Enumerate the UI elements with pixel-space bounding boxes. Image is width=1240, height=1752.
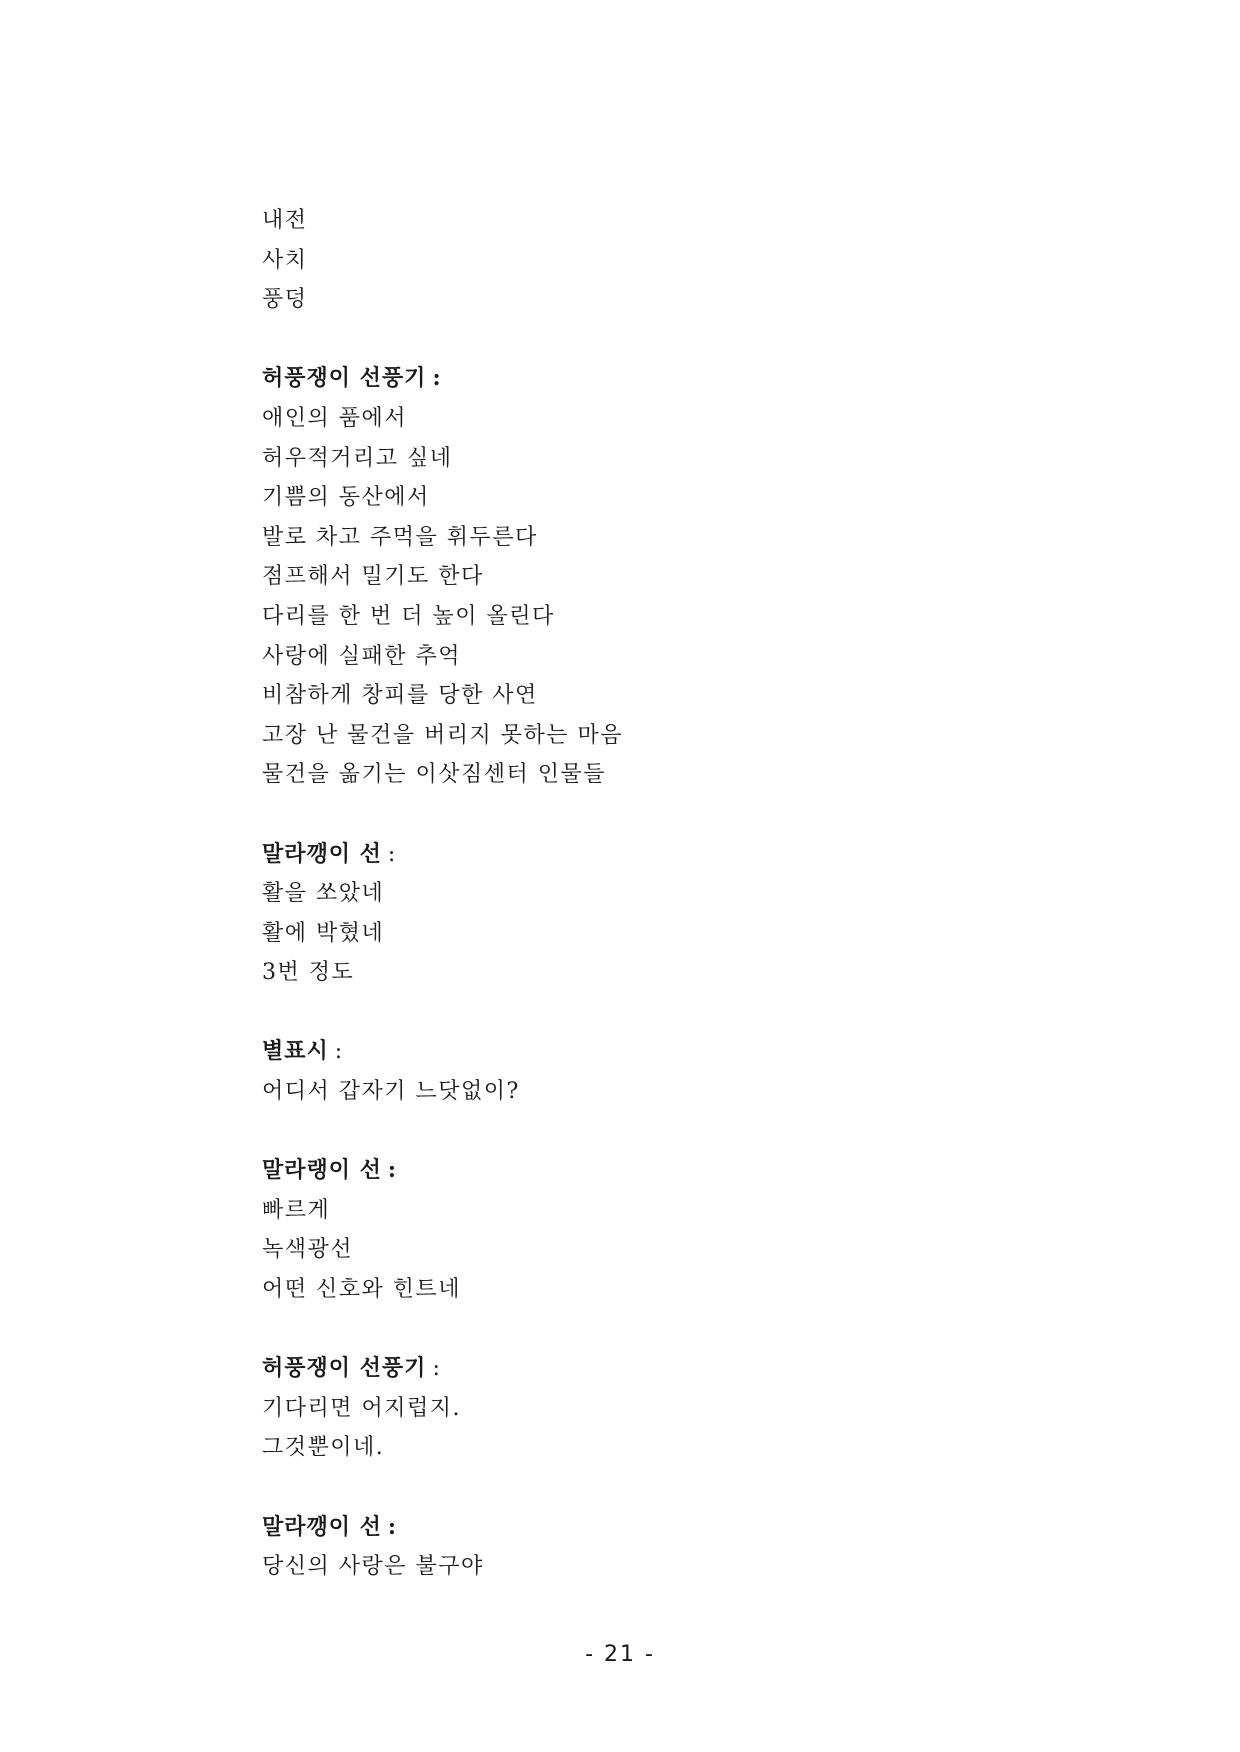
poem-line: 물건을 옮기는 이삿짐센터 인물들 xyxy=(262,762,607,788)
speaker-name: 말라랭이 선 xyxy=(262,1158,382,1184)
poem-line: 기쁨의 동산에서 xyxy=(262,485,430,511)
poem-line: 풍덩 xyxy=(262,287,308,313)
speaker-heading xyxy=(262,835,1062,875)
speaker-heading xyxy=(262,359,1062,399)
speaker-heading xyxy=(262,1032,1062,1072)
poem-line: 고장 난 물건을 버리지 못하는 마음 xyxy=(262,722,623,748)
speaker-colon: : xyxy=(387,1513,398,1540)
poem-line: 녹색광선 xyxy=(262,1237,354,1263)
poem-line: 사치 xyxy=(262,247,308,273)
speaker-colon: : xyxy=(432,365,443,392)
poem-line: 점프해서 밀기도 한다 xyxy=(262,564,484,590)
speaker-name: 허풍쟁이 선풍기 xyxy=(262,1356,427,1382)
stanza-gap xyxy=(262,1310,1062,1350)
poem-line: 비참하게 창피를 당한 사연 xyxy=(262,683,538,709)
poem-line: 활에 박혔네 xyxy=(262,920,385,946)
poem-line: 어디서 갑자기 느닷없이? xyxy=(262,1079,520,1105)
speaker-colon: : xyxy=(432,1356,442,1382)
poem-line: 기다리면 어지럽지. xyxy=(262,1395,462,1421)
page-number: - 21 - xyxy=(585,1642,655,1667)
poem-line: 당신의 사랑은 불구야 xyxy=(262,1554,484,1580)
speaker-name: 허풍쟁이 선풍기 xyxy=(262,366,427,392)
poem-line: 빠르게 xyxy=(262,1197,331,1223)
poem-body xyxy=(262,201,1062,1587)
speaker-name: 별표시 xyxy=(262,1039,329,1065)
stanza-gap xyxy=(262,795,1062,835)
stanza-gap xyxy=(262,993,1062,1033)
stanza-gap xyxy=(262,320,1062,360)
stanza-gap xyxy=(262,1468,1062,1508)
poem-line: 3번 정도 xyxy=(262,960,355,986)
poem-line: 허우적거리고 싶네 xyxy=(262,445,453,471)
speaker-heading xyxy=(262,1151,1062,1191)
poem-line: 다리를 한 번 더 높이 올린다 xyxy=(262,603,555,629)
speaker-name: 말라깽이 선 xyxy=(262,841,382,867)
poem-line: 그것뿐이네. xyxy=(262,1435,385,1461)
poem-line: 발로 차고 주먹을 휘두른다 xyxy=(262,524,538,550)
speaker-colon: : xyxy=(387,1157,398,1184)
speaker-colon: : xyxy=(334,1039,344,1065)
poem-line: 애인의 품에서 xyxy=(262,405,408,431)
speaker-name: 말라깽이 선 xyxy=(262,1514,382,1540)
poem-line: 사랑에 실패한 추억 xyxy=(262,643,462,669)
poem-line: 활을 쏘았네 xyxy=(262,881,385,907)
speaker-heading xyxy=(262,1508,1062,1548)
speaker-heading xyxy=(262,1349,1062,1389)
poem-line: 내전 xyxy=(262,208,308,233)
stanza-gap xyxy=(262,1112,1062,1152)
speaker-colon: : xyxy=(387,841,397,867)
poem-line: 어떤 신호와 힌트네 xyxy=(262,1277,462,1303)
